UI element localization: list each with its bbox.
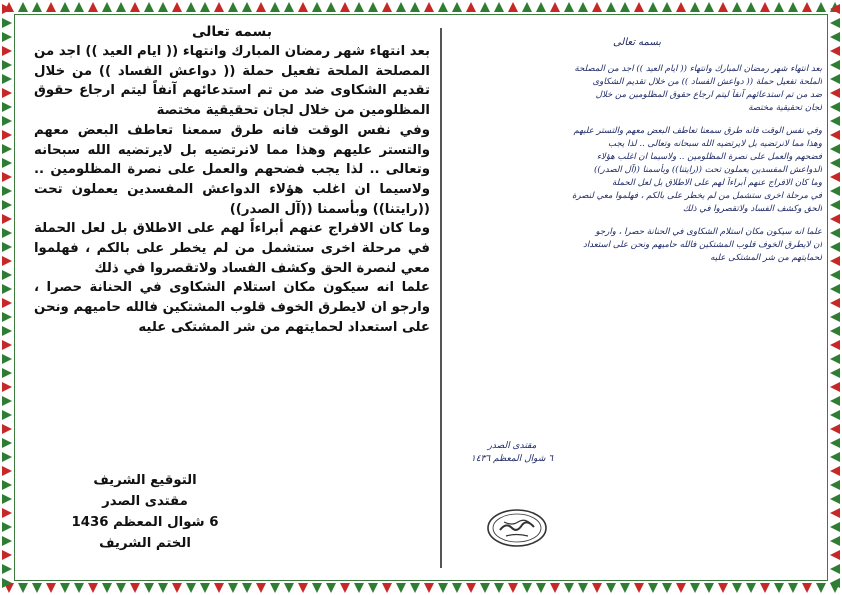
border-ornament <box>2 102 12 112</box>
border-ornament <box>2 480 12 490</box>
border-ornament <box>2 116 12 126</box>
border-ornament <box>368 583 378 593</box>
border-ornament <box>312 2 322 12</box>
border-ornament <box>788 583 798 593</box>
border-ornament <box>396 2 406 12</box>
border-ornament <box>494 583 504 593</box>
border-ornament <box>690 2 700 12</box>
border-ornament <box>130 583 140 593</box>
border-ornament <box>508 583 518 593</box>
border-ornament <box>2 578 12 588</box>
border-ornament <box>424 583 434 593</box>
border-ornament <box>242 2 252 12</box>
border-ornament <box>2 340 12 350</box>
border-ornament <box>830 396 840 406</box>
border-ornament <box>830 368 840 378</box>
handwritten-signatory-name: مقتدى الصدر <box>487 441 537 451</box>
border-ornament <box>382 583 392 593</box>
official-seal-stamp <box>486 508 548 548</box>
border-ornament <box>564 2 574 12</box>
border-ornament <box>2 4 12 14</box>
border-ornament <box>830 144 840 154</box>
border-ornament <box>270 2 280 12</box>
border-ornament <box>2 200 12 210</box>
border-ornament <box>88 2 98 12</box>
seal-caption: الختم الشريف <box>99 536 191 551</box>
border-ornament <box>368 2 378 12</box>
typed-statement <box>34 24 430 338</box>
border-ornament <box>2 368 12 378</box>
border-ornament <box>2 130 12 140</box>
decorative-border-right <box>828 0 842 595</box>
border-ornament <box>256 2 266 12</box>
border-ornament <box>130 2 140 12</box>
border-ornament <box>774 2 784 12</box>
border-ornament <box>830 102 840 112</box>
border-ornament <box>830 494 840 504</box>
border-ornament <box>746 2 756 12</box>
border-ornament <box>298 2 308 12</box>
border-ornament <box>578 583 588 593</box>
border-ornament <box>2 508 12 518</box>
border-ornament <box>592 2 602 12</box>
border-ornament <box>396 583 406 593</box>
border-ornament <box>830 480 840 490</box>
typed-paragraph-2: وفي نفس الوقت فانه طرق سمعنا تعاطف البعض معهم والتستر عليهم وهذا مما لانرتضيه بل لايرتضيه الله سبحانه وتعالى .. لذا يجب فضحهم والعمل على نصرة المظلومين .. ولاسيما ان اغلب هؤلاء الدواعش المفسدين يعملون تحت ((رايتنا)) وبأسمنا ((آل الصدر)) <box>34 122 430 217</box>
border-ornament <box>2 326 12 336</box>
border-ornament <box>830 382 840 392</box>
border-ornament <box>2 410 12 420</box>
border-ornament <box>662 2 672 12</box>
border-ornament <box>214 2 224 12</box>
border-ornament <box>2 270 12 280</box>
border-ornament <box>676 2 686 12</box>
border-ornament <box>158 2 168 12</box>
handwritten-basmala: بسمه تعالى <box>612 37 662 48</box>
border-ornament <box>830 452 840 462</box>
border-ornament <box>2 522 12 532</box>
border-ornament <box>522 583 532 593</box>
border-ornament <box>60 2 70 12</box>
border-ornament <box>830 270 840 280</box>
border-ornament <box>382 2 392 12</box>
border-ornament <box>508 2 518 12</box>
border-ornament <box>550 583 560 593</box>
border-ornament <box>354 2 364 12</box>
border-ornament <box>228 2 238 12</box>
handwritten-line: لحمايتهم من شر المشتكى عليه <box>710 253 822 263</box>
border-ornament <box>74 2 84 12</box>
border-ornament <box>480 583 490 593</box>
border-ornament <box>480 2 490 12</box>
typed-paragraph-3: وما كان الافراج عنهم أبراءاً لهم على الاطلاق بل لعل الحملة في مرحلة اخرى ستشمل من لم يخطر على بالكم ، فهلموا معي لنصرة الحق وكشف الفساد ولاتقصروا في ذلك <box>34 221 430 276</box>
border-ornament <box>830 410 840 420</box>
border-ornament <box>2 452 12 462</box>
handwritten-line: علما انه سيكون مكان استلام الشكاوى في الحنانة حصرا ، وارجو <box>595 227 822 237</box>
border-ornament <box>718 2 728 12</box>
border-ornament <box>2 536 12 546</box>
border-ornament <box>648 583 658 593</box>
border-ornament <box>2 382 12 392</box>
border-ornament <box>410 583 420 593</box>
border-ornament <box>298 583 308 593</box>
border-ornament <box>2 284 12 294</box>
border-ornament <box>2 312 12 322</box>
typed-basmala: بسمه تعالى <box>191 24 273 40</box>
border-ornament <box>704 2 714 12</box>
border-ornament <box>172 583 182 593</box>
border-ornament <box>326 583 336 593</box>
border-ornament <box>326 2 336 12</box>
border-ornament <box>830 242 840 252</box>
border-ornament <box>774 583 784 593</box>
border-ornament <box>102 583 112 593</box>
border-ornament <box>2 172 12 182</box>
border-ornament <box>452 583 462 593</box>
border-ornament <box>2 186 12 196</box>
column-divider <box>440 28 442 568</box>
border-ornament <box>116 583 126 593</box>
border-ornament <box>760 583 770 593</box>
border-ornament <box>830 312 840 322</box>
border-ornament <box>704 583 714 593</box>
handwritten-line: لجان تحقيقية مختصة <box>748 103 822 113</box>
border-ornament <box>2 354 12 364</box>
border-ornament <box>284 2 294 12</box>
border-ornament <box>270 583 280 593</box>
border-ornament <box>830 284 840 294</box>
border-ornament <box>284 583 294 593</box>
border-ornament <box>648 2 658 12</box>
border-ornament <box>2 32 12 42</box>
handwritten-line: ان لايطرق الخوف قلوب المشتكين فالله حاميهم ونحن على استعداد <box>583 240 822 250</box>
border-ornament <box>256 583 266 593</box>
handwritten-paragraph <box>452 63 822 115</box>
border-ornament <box>312 583 322 593</box>
border-ornament <box>830 578 840 588</box>
handwritten-line: فضحهم والعمل على نصرة المظلومين .. ولاسيما ان اغلب هؤلاء <box>596 152 822 162</box>
border-ornament <box>830 550 840 560</box>
border-ornament <box>830 228 840 238</box>
border-ornament <box>46 583 56 593</box>
border-ornament <box>2 88 12 98</box>
border-ornament <box>2 494 12 504</box>
border-ornament <box>2 60 12 70</box>
border-ornament <box>2 214 12 224</box>
border-ornament <box>830 186 840 196</box>
border-ornament <box>46 2 56 12</box>
border-ornament <box>2 466 12 476</box>
border-ornament <box>830 340 840 350</box>
border-ornament <box>354 583 364 593</box>
handwritten-line: في مرحلة اخرى ستشمل من لم يخطر على بالكم ، فهلموا معي لنصرة <box>571 191 822 201</box>
handwritten-date: ٦ شوال المعظم ١٤٣٦ <box>470 454 554 464</box>
border-ornament <box>564 583 574 593</box>
border-ornament <box>158 583 168 593</box>
border-ornament <box>2 46 12 56</box>
border-ornament <box>2 396 12 406</box>
border-ornament <box>74 583 84 593</box>
border-ornament <box>592 583 602 593</box>
border-ornament <box>830 522 840 532</box>
border-ornament <box>200 583 210 593</box>
border-ornament <box>830 438 840 448</box>
border-ornament <box>676 583 686 593</box>
border-ornament <box>340 583 350 593</box>
border-ornament <box>830 116 840 126</box>
border-ornament <box>2 424 12 434</box>
border-ornament <box>578 2 588 12</box>
border-ornament <box>438 583 448 593</box>
border-ornament <box>830 536 840 546</box>
border-ornament <box>2 228 12 238</box>
border-ornament <box>2 144 12 154</box>
border-ornament <box>830 158 840 168</box>
border-ornament <box>746 583 756 593</box>
border-ornament <box>732 583 742 593</box>
border-ornament <box>32 2 42 12</box>
border-ornament <box>802 583 812 593</box>
border-ornament <box>2 158 12 168</box>
border-ornament <box>830 326 840 336</box>
signature-caption: التوقيع الشريف <box>93 473 197 488</box>
border-ornament <box>18 2 28 12</box>
border-ornament <box>172 2 182 12</box>
border-ornament <box>2 564 12 574</box>
border-ornament <box>2 256 12 266</box>
border-ornament <box>60 583 70 593</box>
border-ornament <box>830 88 840 98</box>
border-ornament <box>634 583 644 593</box>
handwritten-signature <box>452 440 572 466</box>
border-ornament <box>634 2 644 12</box>
typed-paragraph-4: علما انه سيكون مكان استلام الشكاوى في الحنانة حصرا ، وارجو ان لايطرق الخوف قلوب المشتكين فالله حاميهم ونحن على استعداد لحمايتهم من شر المشتكى عليه <box>34 280 430 335</box>
border-ornament <box>788 2 798 12</box>
handwritten-line: وما كان الافراج عنهم أبراءاً لهم على الاطلاق بل لعل الحملة <box>611 178 822 188</box>
typed-paragraph-1: بعد انتهاء شهر رمضان المبارك وانتهاء (( ايام العيد )) اجد من المصلحة الملحة تفعيل حملة (( دواعش الفساد )) من خلال تقديم الشكاوى ضد من تم استدعائهم آنفاً ليتم ارجاع حقوق المظلومين من خلال لجان تحقيقية مختصة <box>34 44 430 119</box>
border-ornament <box>690 583 700 593</box>
border-ornament <box>200 2 210 12</box>
border-ornament <box>2 550 12 560</box>
border-ornament <box>536 2 546 12</box>
border-ornament <box>830 354 840 364</box>
border-ornament <box>494 2 504 12</box>
border-ornament <box>606 2 616 12</box>
handwritten-line: الملحة تفعيل حملة (( دواعش الفساد )) من خلال تقديم الشكاوى <box>592 77 822 87</box>
border-ornament <box>88 583 98 593</box>
border-ornament <box>2 438 12 448</box>
handwritten-paragraph <box>452 226 822 265</box>
border-ornament <box>802 2 812 12</box>
signature-date: 6 شوال المعظم 1436 <box>71 515 219 530</box>
border-ornament <box>522 2 532 12</box>
border-ornament <box>186 2 196 12</box>
border-ornament <box>550 2 560 12</box>
border-ornament <box>466 583 476 593</box>
border-ornament <box>816 2 826 12</box>
border-ornament <box>830 256 840 266</box>
border-ornament <box>2 18 12 28</box>
border-ornament <box>830 564 840 574</box>
border-ornament <box>830 74 840 84</box>
border-ornament <box>2 298 12 308</box>
border-ornament <box>830 424 840 434</box>
border-ornament <box>340 2 350 12</box>
border-ornament <box>732 2 742 12</box>
border-ornament <box>830 214 840 224</box>
handwritten-line: الدواعش المفسدين يعملون تحت ((رايتنا)) وبأسمنا ((آل الصدر)) <box>593 165 822 175</box>
decorative-border-top <box>0 0 842 14</box>
border-ornament <box>186 583 196 593</box>
signatory-name: مقتدى الصدر <box>102 494 188 509</box>
border-ornament <box>438 2 448 12</box>
border-ornament <box>718 583 728 593</box>
border-ornament <box>144 2 154 12</box>
border-ornament <box>830 508 840 518</box>
border-ornament <box>242 583 252 593</box>
handwritten-line: بعد انتهاء شهر رمضان المبارك وانتهاء (( ايام العيد )) اجد من المصلحة <box>574 64 822 74</box>
border-ornament <box>830 4 840 14</box>
border-ornament <box>830 298 840 308</box>
border-ornament <box>620 2 630 12</box>
border-ornament <box>466 2 476 12</box>
decorative-border-bottom <box>0 581 842 595</box>
border-ornament <box>830 466 840 476</box>
border-ornament <box>606 583 616 593</box>
border-ornament <box>620 583 630 593</box>
border-ornament <box>536 583 546 593</box>
border-ornament <box>102 2 112 12</box>
border-ornament <box>144 583 154 593</box>
handwritten-line: وهذا مما لانرتضيه بل لايرتضيه الله سبحانه وتعالى .. لذا يجب <box>607 139 822 149</box>
border-ornament <box>410 2 420 12</box>
border-ornament <box>830 18 840 28</box>
border-ornament <box>662 583 672 593</box>
border-ornament <box>760 2 770 12</box>
border-ornament <box>116 2 126 12</box>
border-ornament <box>830 60 840 70</box>
border-ornament <box>228 583 238 593</box>
handwritten-line: الحق وكشف الفساد ولاتقصروا في ذلك <box>682 204 822 214</box>
border-ornament <box>830 172 840 182</box>
border-ornament <box>830 200 840 210</box>
handwritten-letter <box>452 36 822 275</box>
border-ornament <box>214 583 224 593</box>
border-ornament <box>2 74 12 84</box>
border-ornament <box>830 32 840 42</box>
handwritten-paragraph <box>452 125 822 216</box>
typed-signature-block <box>60 470 230 554</box>
border-ornament <box>830 46 840 56</box>
handwritten-line: ضد من تم استدعائهم آنفاً ليتم ارجاع حقوق المظلومين من خلال <box>595 90 822 100</box>
decorative-border-left <box>0 0 14 595</box>
border-ornament <box>830 130 840 140</box>
border-ornament <box>452 2 462 12</box>
border-ornament <box>32 583 42 593</box>
border-ornament <box>424 2 434 12</box>
border-ornament <box>816 583 826 593</box>
border-ornament <box>2 242 12 252</box>
handwritten-line: وفي نفس الوقت فانه طرق سمعنا تعاطف البعض معهم والتستر عليهم <box>573 126 822 136</box>
border-ornament <box>18 583 28 593</box>
